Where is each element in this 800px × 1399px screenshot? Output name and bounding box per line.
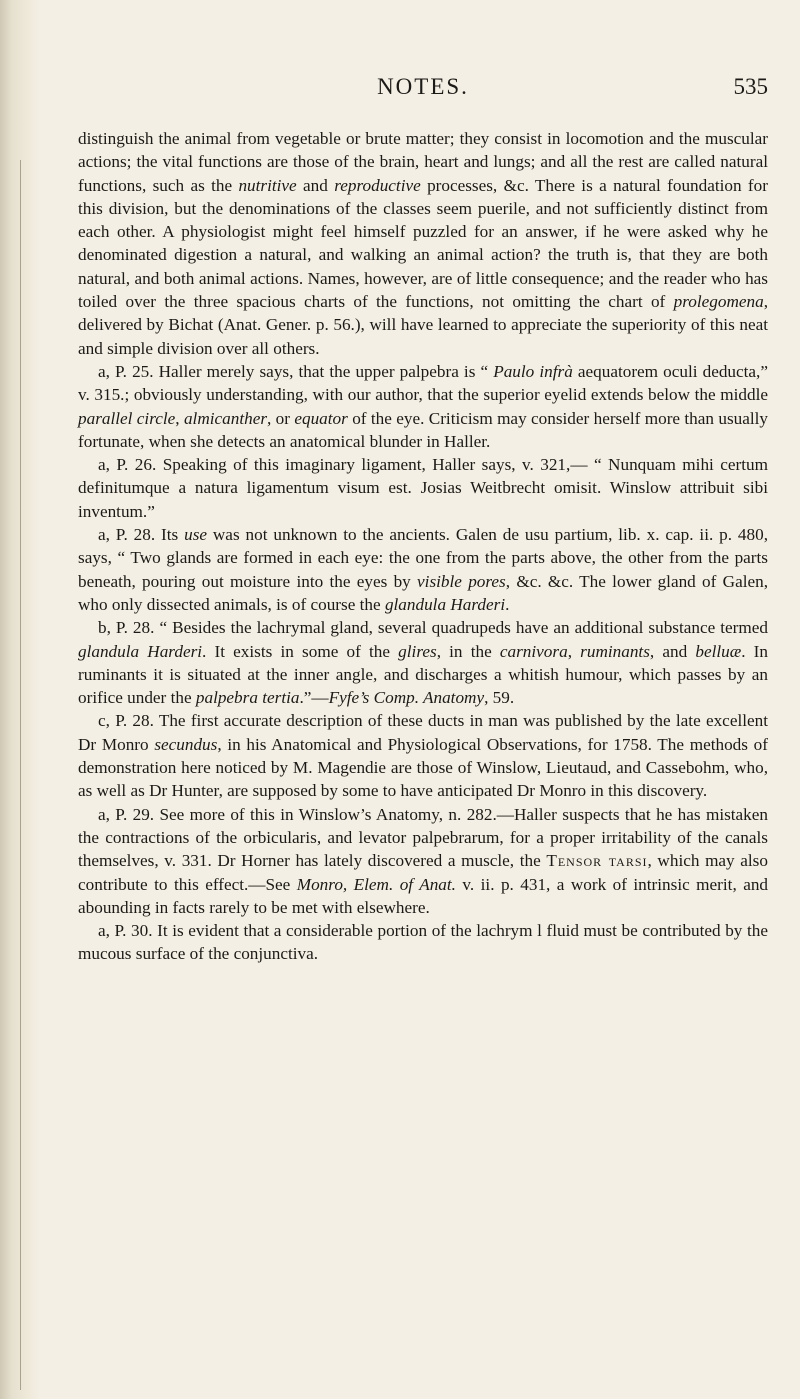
- italic-text: Paulo infrà: [493, 361, 573, 381]
- text-run: ,: [175, 408, 184, 428]
- text-run: and: [296, 175, 335, 195]
- text-run: distinguish the animal from vegetable or brute matter; they consist in locomotion and the muscular actions; the vital functions are those of the brain, heart and lungs; and all the rest are called natural functions, such as the: [78, 129, 768, 195]
- italic-text: Fyfe’s Comp. Anatomy: [328, 688, 485, 708]
- italic-text: ruminants: [580, 641, 650, 661]
- text-run: of the eye. Criticism may consider herself more than usually fortunate, when she detects an anatomical blunder in Haller.: [78, 408, 769, 451]
- text-run: . In ruminants it is situated at the inner angle, and discharges a whitish humour, which passes by an orifice under the: [78, 641, 768, 708]
- text-run: a, P. 25. Haller merely says, that the upper palpebra is “: [98, 361, 494, 381]
- text-run: ,: [567, 641, 581, 661]
- notes-text-body: [78, 127, 768, 966]
- note-paragraph: [78, 453, 768, 523]
- text-run: v. ii. p. 431, a work of intrinsic merit, and abounding in facts rarely to be met with elsewhere.: [78, 874, 769, 917]
- text-run: , &c. &c. The lower gland of Galen, who only dissected animals, is of course the: [78, 571, 768, 614]
- italic-text: glires: [398, 641, 437, 661]
- text-run: .: [505, 594, 510, 614]
- note-paragraph: [78, 523, 768, 616]
- italic-text: equator: [294, 408, 348, 428]
- running-title: NOTES.: [377, 74, 469, 99]
- text-run: , which may also contribute to this effect.—See: [78, 851, 768, 894]
- text-run: processes, &c. There is a natural foundation for this division, but the denominations of the classes seem puerile, and not sufficiently distinct from each other. A physiologist might feel himself puzzled for an answer, if he were asked why he denominated digestion a natural, and walking an animal action? the truth is, that they are both natural, and both animal actions. Names, however, are of little consequence; and the reader who has toiled over the three spacious charts of the functions, not omitting the chart of: [78, 175, 768, 312]
- italic-text: glandula Harderi: [384, 594, 506, 614]
- text-run: a, P. 28. Its: [98, 525, 185, 545]
- note-paragraph: [78, 709, 768, 802]
- italic-text: secundus: [154, 734, 218, 754]
- italic-text: carnivora: [499, 641, 568, 661]
- note-paragraph: [78, 803, 768, 919]
- running-header: [78, 74, 768, 114]
- text-run: b, P. 28. “ Besides the lachrymal gland, several quadrupeds have an additional substance termed: [98, 618, 768, 638]
- text-run: , delivered by Bichat (Anat. Gener. p. 56.), will have learned to appreciate the superiority of this neat and simple division over all others.: [78, 292, 768, 358]
- italic-text: use: [184, 525, 208, 545]
- text-run: a, P. 29. See more of this in Winslow’s Anatomy, n. 282.—Haller suspects that he has mistaken the contractions of the orbicularis, and levator palpebrarum, for a proper irritability of the canals themselves, v. 331. Dr Horner has lately discovered a muscle, the: [78, 804, 768, 871]
- text-run: c, P. 28. The first accurate description of these ducts in man was published by the late excellent Dr Monro: [78, 711, 768, 754]
- italic-text: parallel circle: [78, 408, 176, 428]
- italic-text: nutritive: [238, 175, 297, 195]
- note-paragraph: [78, 360, 768, 453]
- text-run: , and: [649, 641, 696, 661]
- page-number: 535: [733, 74, 768, 99]
- italic-text: reproductive: [334, 175, 421, 195]
- small-caps-text: Tensor tarsi: [546, 851, 648, 871]
- binding-rule: [20, 160, 21, 1390]
- text-run: a, P. 26. Speaking of this imaginary ligament, Haller says, v. 321,— “ Nunquam mihi certum definitumque a natura ligamentum visum est. Josias Weitbrecht omisit. Winslow attribuit sibi inventum.”: [78, 455, 768, 521]
- text-run: aequatorem oculi deducta,” v. 315.; obviously understanding, with our author, that the superior eyelid extends below the middle: [78, 361, 768, 405]
- text-run: a, P. 30. It is evident that a considerable portion of the lachrym l fluid must be contributed by the mucous surface of the conjunctiva.: [78, 921, 768, 964]
- text-run: , 59.: [484, 688, 515, 708]
- italic-text: palpebra tertia: [195, 688, 300, 708]
- italic-text: almicanther: [183, 408, 268, 428]
- note-paragraph: [78, 919, 768, 966]
- text-run: was not unknown to the ancients. Galen de usu partium, lib. x. cap. ii. p. 480, says, “ Two glands are formed in each eye: the one from the parts above, the other from the parts beneath, pouring out moisture into the eyes by: [78, 525, 768, 591]
- text-run: . It exists in some of the: [202, 641, 399, 661]
- italic-text: visible pores: [417, 571, 506, 591]
- text-run: .”—: [299, 688, 329, 708]
- text-run: , or: [267, 408, 295, 428]
- note-paragraph: [78, 127, 768, 360]
- italic-text: belluæ: [695, 641, 742, 661]
- italic-text: glandula Harderi: [78, 641, 203, 661]
- text-run: , in his Anatomical and Physiological Observations, for 1758. The methods of demonstration here noticed by M. Magendie are those of Winslow, Lieutaud, and Cassebohm, who, as well as Dr Hunter, are supposed by some to have anticipated Dr Monro in this discovery.: [78, 734, 768, 801]
- text-run: , in the: [436, 641, 500, 661]
- note-paragraph: [78, 616, 768, 709]
- italic-text: Monro, Elem. of Anat.: [296, 874, 456, 894]
- italic-text: prolegomena: [673, 292, 764, 312]
